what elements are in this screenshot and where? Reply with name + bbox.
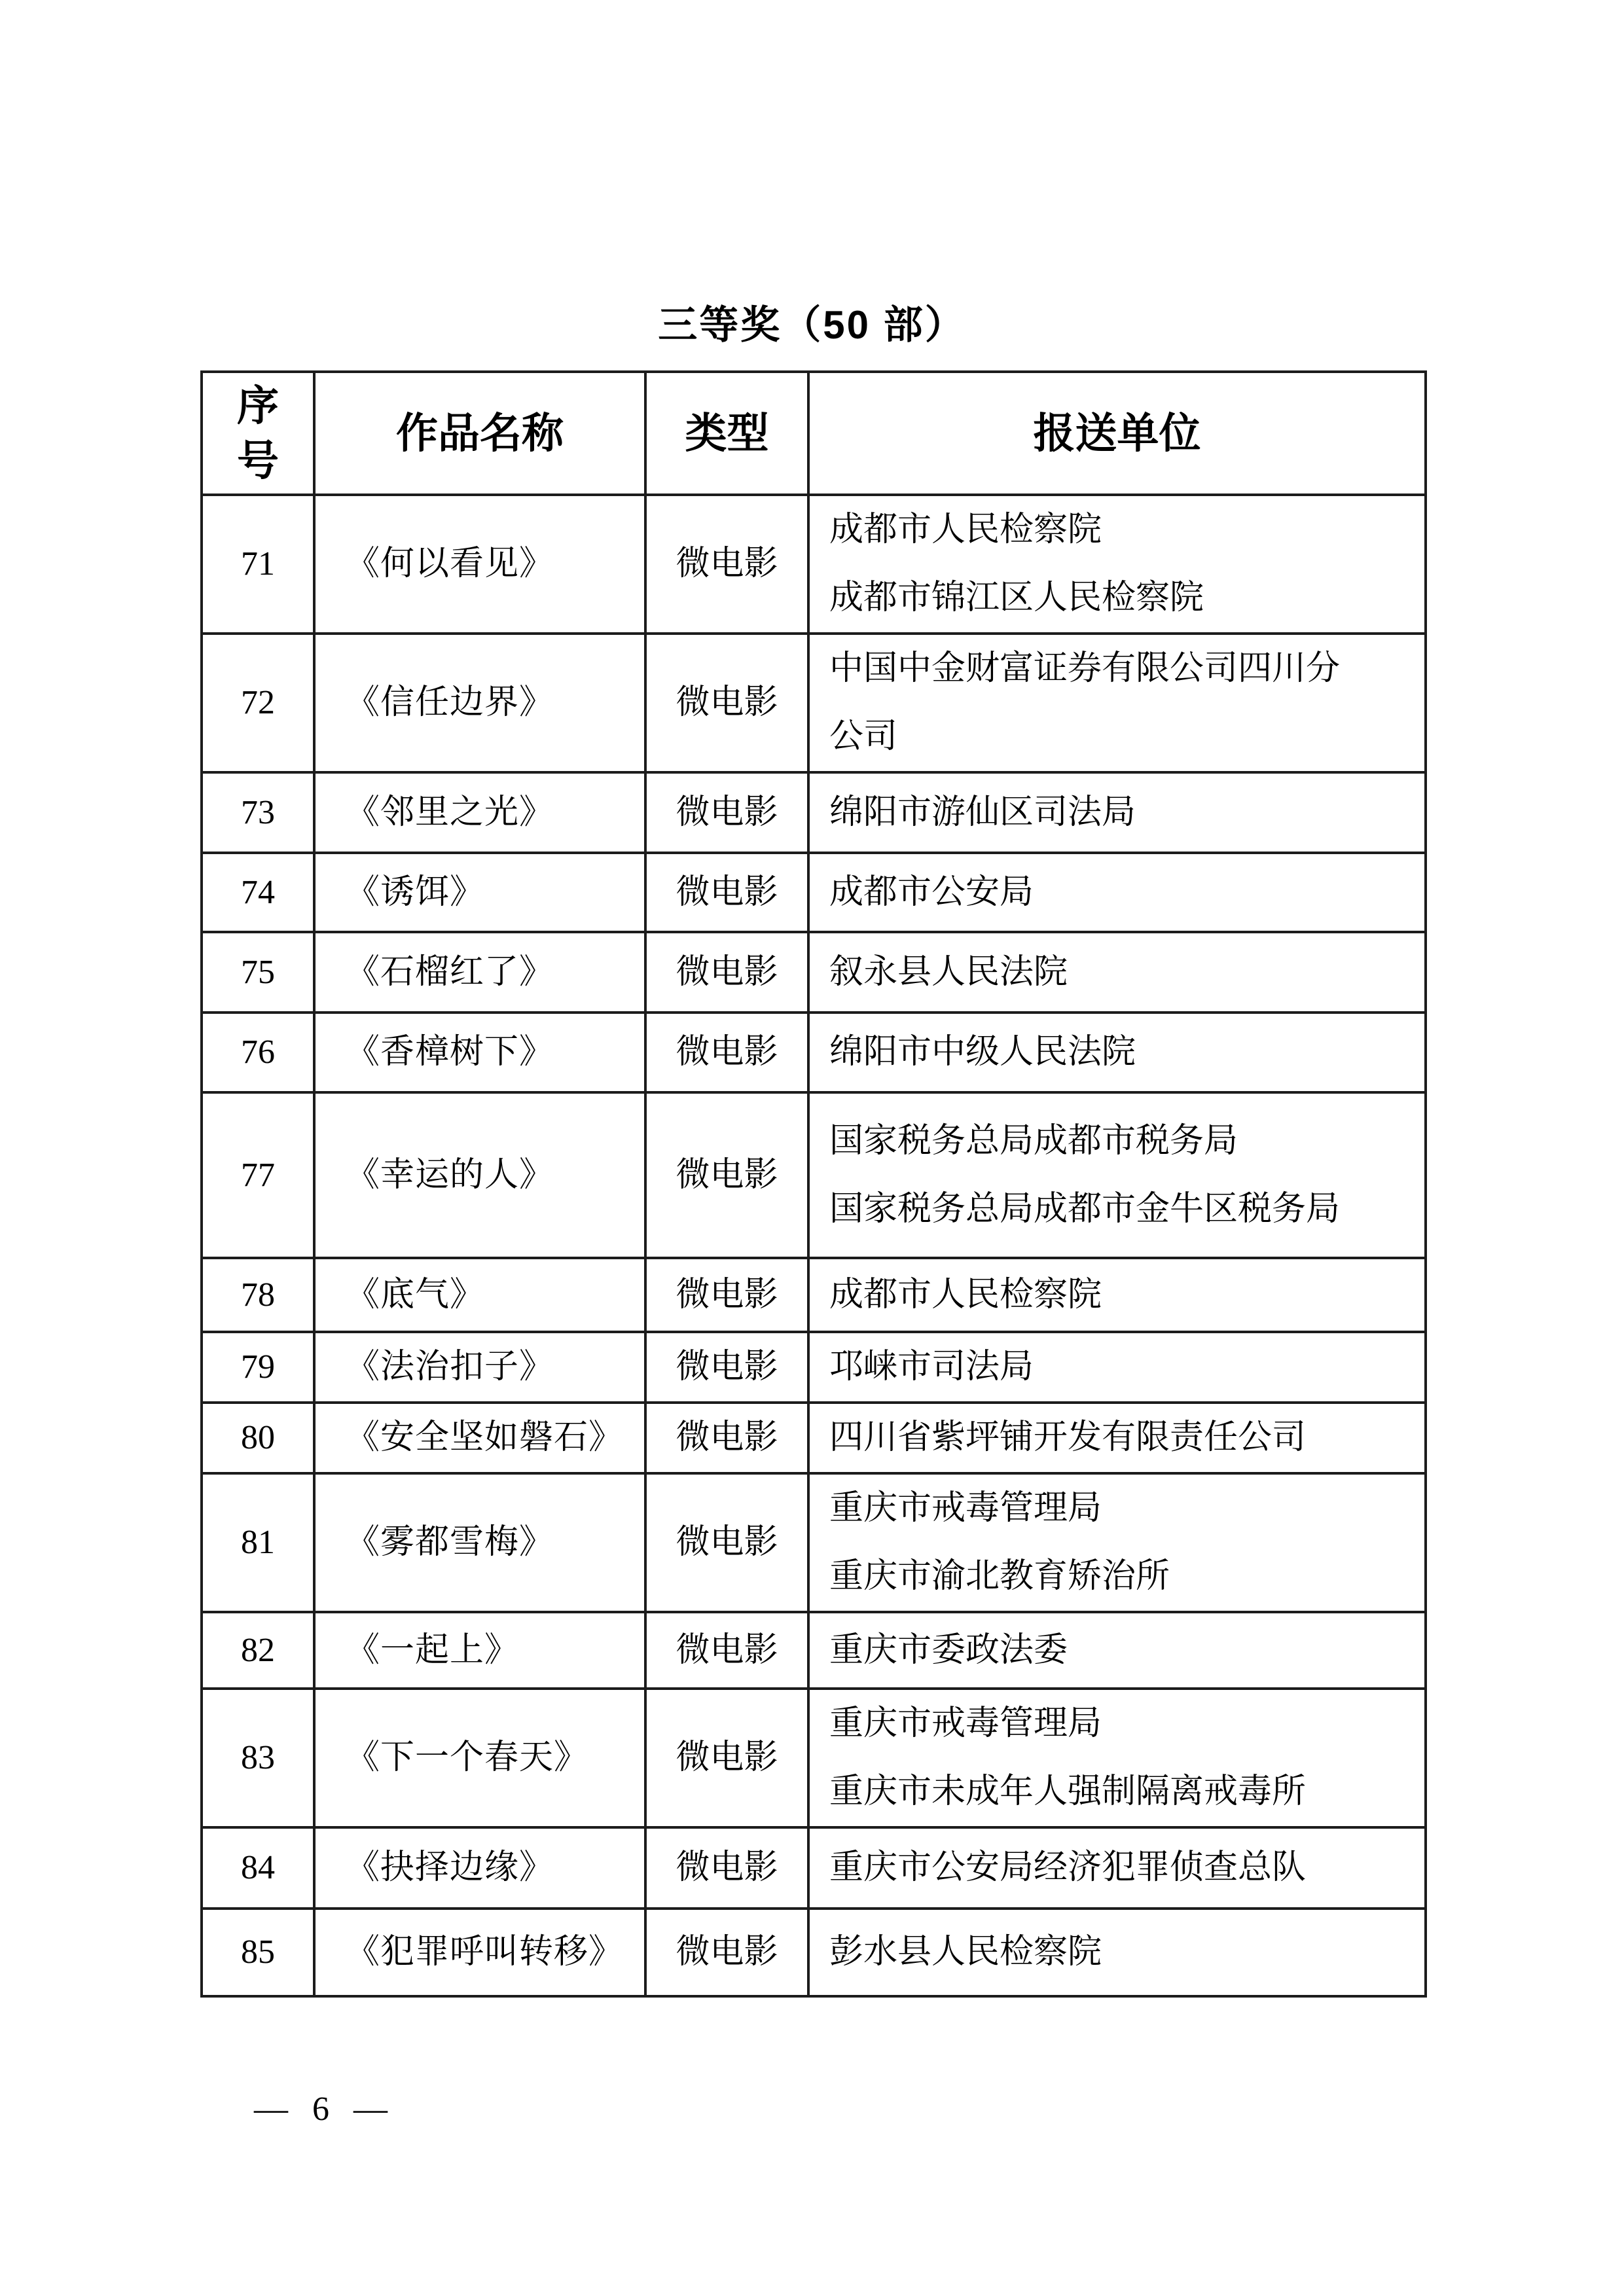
table-row [202, 1403, 1426, 1473]
table-row [202, 1689, 1426, 1827]
row-title: 《犯罪呼叫转移》 [314, 1909, 645, 1996]
table-row [202, 1092, 1426, 1258]
row-no: 76 [202, 1013, 314, 1092]
row-no: 84 [202, 1827, 314, 1909]
org-line: 叙永县人民法院 [829, 953, 1068, 991]
row-type: 微电影 [645, 1332, 808, 1403]
awards-table-body [202, 372, 1426, 1996]
row-no: 72 [202, 634, 314, 772]
row-type: 微电影 [645, 1612, 808, 1689]
org-line: 国家税务总局成都市金牛区税务局 [829, 1190, 1341, 1228]
row-type: 微电影 [645, 853, 808, 932]
table-row [202, 853, 1426, 932]
row-org [808, 495, 1426, 634]
org-line: 重庆市委政法委 [829, 1631, 1068, 1669]
table-row [202, 1013, 1426, 1092]
row-org [808, 1909, 1426, 1996]
org-line: 成都市公安局 [829, 873, 1034, 911]
org-line: 重庆市公安局经济犯罪侦查总队 [829, 1849, 1307, 1886]
row-type: 微电影 [645, 495, 808, 634]
row-org [808, 1013, 1426, 1092]
row-org [808, 1827, 1426, 1909]
row-title: 《底气》 [314, 1258, 645, 1332]
row-org [808, 1689, 1426, 1827]
table-row [202, 1258, 1426, 1332]
org-line: 成都市人民检察院 [829, 511, 1102, 548]
table-row [202, 1473, 1426, 1612]
row-title: 《信任边界》 [314, 634, 645, 772]
org-line: 四川省紫坪铺开发有限责任公司 [829, 1419, 1307, 1456]
org-line: 中国中金财富证券有限公司四川分公司 [829, 650, 1341, 755]
row-title: 《幸运的人》 [314, 1092, 645, 1258]
row-type: 微电影 [645, 1827, 808, 1909]
row-no: 77 [202, 1092, 314, 1258]
row-type: 微电影 [645, 1909, 808, 1996]
row-title: 《下一个春天》 [314, 1689, 645, 1827]
page-number: — 6 — [254, 2090, 395, 2128]
row-org [808, 634, 1426, 772]
table-header-row [202, 372, 1426, 495]
row-no: 71 [202, 495, 314, 634]
awards-table [200, 370, 1427, 1998]
row-org [808, 932, 1426, 1013]
row-type: 微电影 [645, 634, 808, 772]
table-row [202, 634, 1426, 772]
row-title: 《一起上》 [314, 1612, 645, 1689]
row-title: 《邻里之光》 [314, 772, 645, 853]
table-row [202, 1909, 1426, 1996]
row-title: 《何以看见》 [314, 495, 645, 634]
table-row [202, 772, 1426, 853]
org-line: 重庆市渝北教育矫治所 [829, 1558, 1170, 1595]
row-no: 85 [202, 1909, 314, 1996]
row-title: 《香樟树下》 [314, 1013, 645, 1092]
org-line: 邛崃市司法局 [829, 1348, 1034, 1386]
row-org [808, 1403, 1426, 1473]
row-type: 微电影 [645, 772, 808, 853]
row-title: 《抉择边缘》 [314, 1827, 645, 1909]
org-line: 重庆市戒毒管理局 [829, 1490, 1102, 1527]
header-no-line: 号 [237, 437, 279, 484]
row-title: 《诱饵》 [314, 853, 645, 932]
table-row [202, 1827, 1426, 1909]
row-type: 微电影 [645, 1013, 808, 1092]
row-type: 微电影 [645, 1258, 808, 1332]
row-no: 83 [202, 1689, 314, 1827]
row-type: 微电影 [645, 1689, 808, 1827]
row-type: 微电影 [645, 1403, 808, 1473]
row-type: 微电影 [645, 1092, 808, 1258]
row-no: 79 [202, 1332, 314, 1403]
header-no-line: 序 [237, 382, 279, 429]
row-org [808, 1258, 1426, 1332]
row-no: 82 [202, 1612, 314, 1689]
row-no: 81 [202, 1473, 314, 1612]
row-no: 74 [202, 853, 314, 932]
org-line: 成都市锦江区人民检察院 [829, 579, 1204, 617]
row-title: 《石榴红了》 [314, 932, 645, 1013]
org-line: 彭水县人民检察院 [829, 1933, 1102, 1971]
row-org [808, 853, 1426, 932]
row-org [808, 1332, 1426, 1403]
row-org [808, 1612, 1426, 1689]
row-no: 80 [202, 1403, 314, 1473]
row-type: 微电影 [645, 932, 808, 1013]
org-line: 成都市人民检察院 [829, 1276, 1102, 1314]
page-title: 三等奖（50 部） [658, 303, 966, 347]
header-no [202, 372, 314, 495]
org-line: 绵阳市中级人民法院 [829, 1033, 1136, 1071]
org-line: 重庆市未成年人强制隔离戒毒所 [829, 1773, 1307, 1810]
row-no: 78 [202, 1258, 314, 1332]
table-row [202, 495, 1426, 634]
org-line: 重庆市戒毒管理局 [829, 1705, 1102, 1742]
row-org [808, 772, 1426, 853]
table-row [202, 932, 1426, 1013]
row-title: 《安全坚如磐石》 [314, 1403, 645, 1473]
header-org: 报送单位 [808, 372, 1426, 495]
row-title: 《雾都雪梅》 [314, 1473, 645, 1612]
row-type: 微电影 [645, 1473, 808, 1612]
row-org [808, 1473, 1426, 1612]
header-type: 类型 [645, 372, 808, 495]
row-org [808, 1092, 1426, 1258]
table-row [202, 1332, 1426, 1403]
org-line: 国家税务总局成都市税务局 [829, 1122, 1238, 1160]
table-row [202, 1612, 1426, 1689]
header-title: 作品名称 [314, 372, 645, 495]
org-line: 绵阳市游仙区司法局 [829, 793, 1136, 831]
row-no: 75 [202, 932, 314, 1013]
row-no: 73 [202, 772, 314, 853]
row-title: 《法治扣子》 [314, 1332, 645, 1403]
